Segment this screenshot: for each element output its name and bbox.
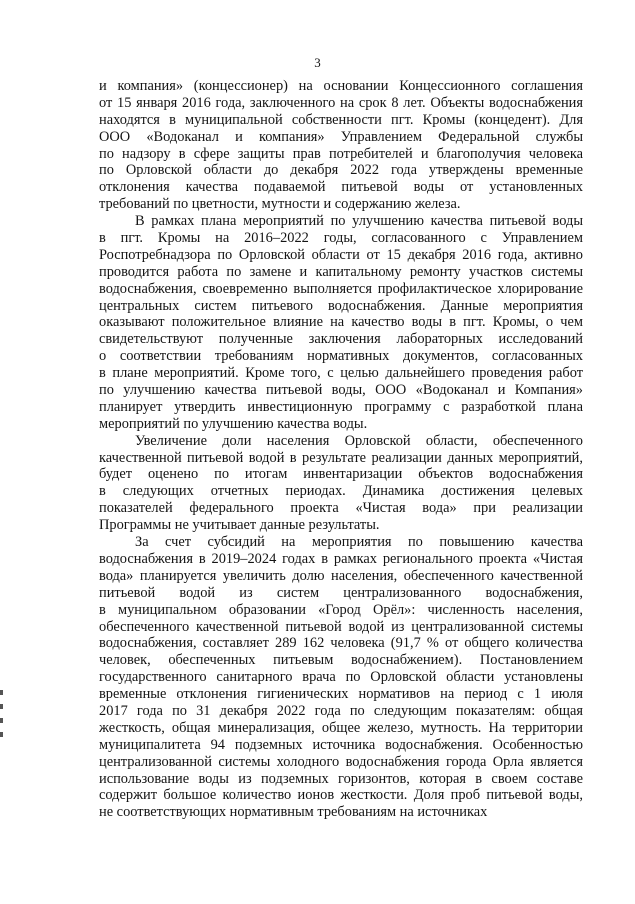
document-body (99, 78, 583, 821)
text-line: водоснабжения в 2019–2024 годах в рамках регионального проекта «Чистая (99, 550, 583, 567)
text-line: по надзору в сфере защиты прав потребителей и благополучия человека (99, 145, 583, 162)
text-line: использование воды из подземных горизонтов, которая в своем составе (99, 770, 583, 787)
text-line: проводится работа по замене и капитальному ремонту участков системы (99, 263, 583, 280)
text-line: центральных систем питьевого водоснабжения. Данные мероприятия (99, 297, 583, 314)
text-line: отклонения качества подаваемой питьевой воды от установленных (99, 179, 583, 196)
paragraph (99, 213, 583, 433)
text-line: требований по цветности, мутности и содержанию железа. (99, 196, 461, 213)
text-line: Программы не учитывает данные результаты. (99, 517, 380, 534)
binder-mark (0, 704, 3, 709)
text-line: Роспотребнадзора по Орловской области от 15 декабря 2016 года, активно (99, 246, 583, 263)
binder-mark (0, 718, 3, 723)
text-line: ООО «Водоканал и компания» Управлением Федеральной службы (99, 128, 583, 145)
text-line: муниципалитета 94 подземных источника водоснабжения. Особенностью (99, 736, 583, 753)
paragraph (99, 534, 583, 821)
text-line: питьевой водой из систем централизованного водоснабжения, (99, 584, 583, 601)
text-line: централизованной системы холодного водоснабжения города Орла является (99, 753, 583, 770)
text-line: от 15 января 2016 года, заключенного на срок 8 лет. Объекты водоснабжения (99, 94, 583, 111)
text-line: в следующих отчетных периодах. Динамика достижения целевых (99, 483, 583, 500)
text-line: будет оценено по итогам инвентаризации объектов водоснабжения (99, 466, 583, 483)
paragraph (99, 78, 583, 213)
text-line: человек, обеспеченных питьевым водоснабжением). Постановлением (99, 652, 583, 669)
text-line: в муниципальном образовании «Город Орёл»: численность населения, (99, 601, 583, 618)
text-line: За счет субсидий на мероприятия по повышению качества (135, 534, 583, 551)
text-line: по Орловской области до декабря 2022 года утверждены временные (99, 162, 583, 179)
text-line: государственного санитарного врача по Орловской области установлены (99, 669, 583, 686)
page-number: 3 (314, 55, 321, 70)
text-line: водоснабжения, своевременно выполняется профилактическое хлорирование (99, 280, 583, 297)
text-line: жесткость, общая минерализация, общее железо, мутность. На территории (99, 719, 583, 736)
paragraph (99, 433, 583, 534)
text-line: в пгт. Кромы на 2016–2022 годы, согласованного с Управлением (99, 230, 583, 247)
text-line: водоснабжения, составляет 289 162 человека (91,7 % от общего количества (99, 635, 583, 652)
text-line: планирует утвердить инвестиционную программу с разработкой плана (99, 398, 583, 415)
text-line: временные отклонения гигиенических нормативов на период с 1 июля (99, 686, 583, 703)
binder-mark (0, 732, 3, 737)
text-line: В рамках плана мероприятий по улучшению качества питьевой воды (135, 213, 583, 230)
text-line: и компания» (концессионер) на основании Концессионного соглашения (99, 78, 583, 94)
text-line: 2017 года по 31 декабря 2022 года по следующим показателям: общая (99, 702, 583, 719)
text-line: не соответствующих нормативным требованиям на источниках (99, 804, 488, 821)
text-line: Увеличение доли населения Орловской области, обеспеченного (135, 432, 583, 449)
binder-mark (0, 690, 3, 695)
text-line: по улучшению качества питьевой воды, ООО «Водоканал и Компания» (99, 382, 583, 399)
text-line: оказывают положительное влияние на качество воды в пгт. Кромы, о чем (99, 314, 583, 331)
text-line: обеспеченного качественной питьевой водой из централизованной системы (99, 618, 583, 635)
text-line: находятся в муниципальной собственности пгт. Кромы (концедент). Для (99, 111, 583, 128)
text-line: в плане мероприятий. Кроме того, с целью дальнейшего проведения работ (99, 365, 583, 382)
text-line: о соответствии требованиям нормативных документов, согласованных (99, 348, 583, 365)
text-line: показателей федерального проекта «Чистая вода» при реализации (99, 500, 583, 517)
text-line: качественной питьевой водой в результате реализации данных мероприятий, (99, 449, 583, 466)
text-line: мероприятий по улучшению качества воды. (99, 415, 368, 432)
text-line: содержит большое количество ионов жесткости. Доля проб питьевой воды, (99, 787, 583, 804)
binder-marks (0, 690, 4, 750)
text-line: вода» планируется увеличить долю населения, обеспеченного качественной (99, 567, 583, 584)
text-line: свидетельствуют полученные заключения лабораторных исследований (99, 331, 583, 348)
